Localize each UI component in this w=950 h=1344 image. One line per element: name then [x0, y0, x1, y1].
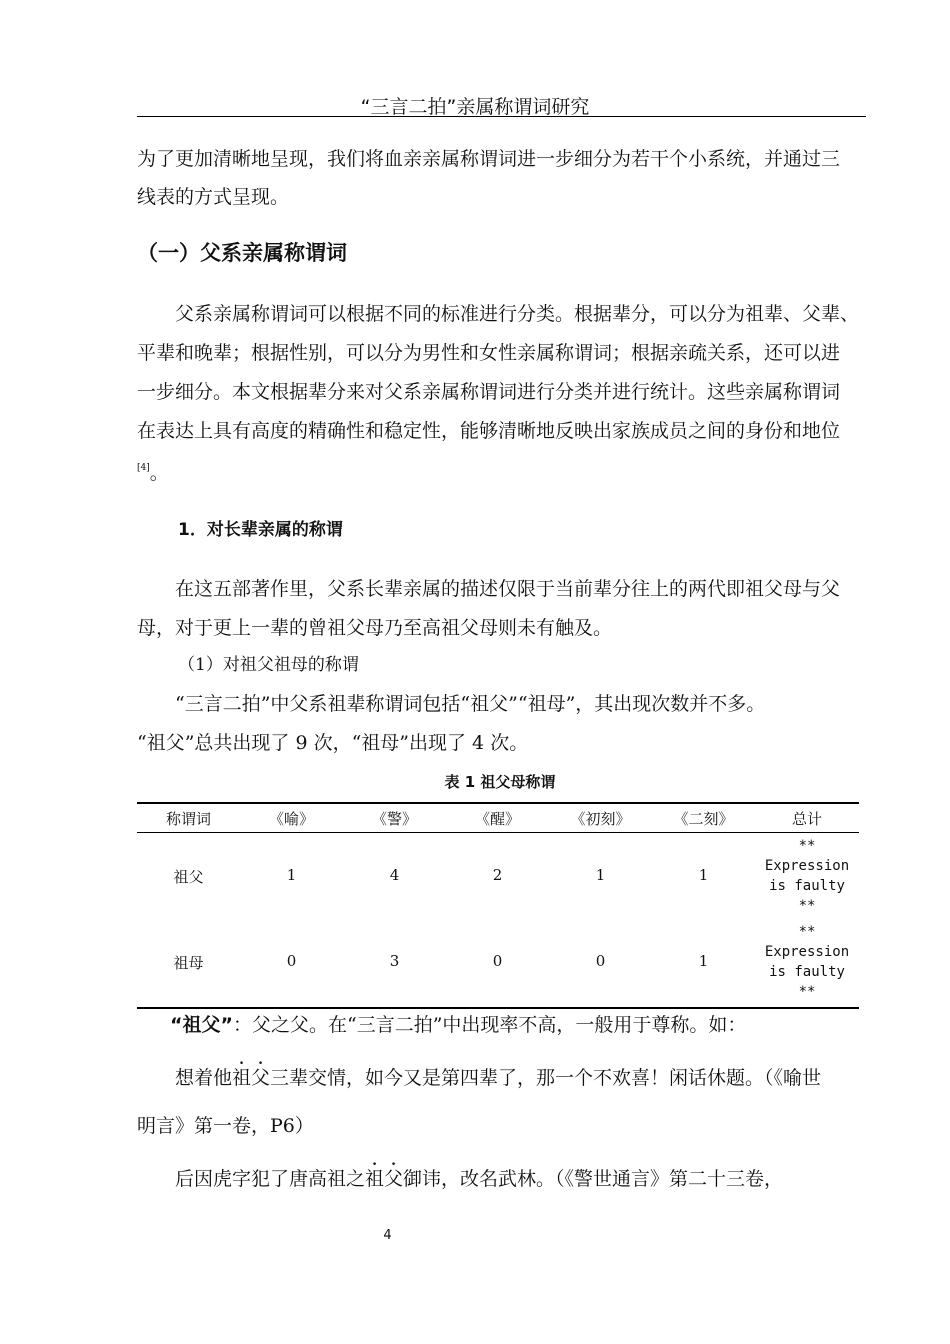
emphasis-dot: .: [239, 1052, 244, 1068]
p1-line-5: [137, 459, 866, 483]
section-heading: （一）父系亲属称谓词: [137, 241, 347, 265]
table-cell: 1: [698, 866, 709, 884]
example-text: 想着他: [175, 1067, 233, 1089]
example-2-line-1: [175, 1153, 904, 1190]
definition-line: [170, 1016, 899, 1035]
emphasis-dot: .: [391, 1153, 396, 1169]
table-row-term: 祖母: [173, 954, 204, 972]
sub-sub-heading: （1）对祖父祖母的称谓: [178, 655, 359, 675]
definition-text: ：父之父。在“三言二拍”中出现率不高，一般用于尊称。如：: [232, 1014, 747, 1036]
emphasized-char: [251, 1052, 271, 1089]
table-total-error: [755, 922, 859, 1002]
error-line: **: [798, 924, 816, 940]
definition-term: “祖父”: [170, 1014, 233, 1036]
example-text: 后因虎字犯了唐高祖之: [175, 1168, 366, 1190]
table-total-error: [755, 836, 859, 916]
emphasis-dot: .: [372, 1153, 377, 1169]
error-line: Expression: [764, 944, 850, 960]
table-cell: 0: [595, 952, 606, 970]
table-cell: 1: [698, 952, 709, 970]
table-header-cell: 《二刻》: [673, 810, 734, 828]
error-line: **: [798, 898, 816, 914]
p2-line-2: 母，对于更上一辈的曾祖父母乃至高祖父母则未有触及。: [137, 617, 613, 639]
example-text: 三辈交情，如今又是第四辈了，那一个不欢喜！闲话休题。（《喻世: [270, 1067, 822, 1089]
emphasized-char-text: 父: [251, 1067, 271, 1089]
example-1-line-2: 明言》第一卷，P6）: [137, 1115, 314, 1137]
table-cell: 1: [595, 866, 606, 884]
header-rule: [137, 116, 866, 117]
p1-end-punct: 。: [149, 462, 169, 484]
error-line: is faulty: [769, 964, 845, 980]
table-cell: 4: [389, 866, 400, 884]
p2-line-1: 在这五部著作里，父系长辈亲属的描述仅限于当前辈分往上的两代即祖父母与父: [175, 578, 841, 600]
error-line: Expression: [764, 858, 850, 874]
table-cell: 2: [492, 866, 503, 884]
table-cell: 1: [286, 866, 297, 884]
intro-line-2: 线表的方式呈现。: [137, 186, 290, 208]
emphasized-char-text: 祖: [365, 1168, 385, 1190]
emphasized-char: [232, 1052, 252, 1089]
running-header: “三言二拍”亲属称谓词研究: [360, 96, 590, 118]
emphasized-char: [384, 1153, 404, 1190]
error-line: **: [798, 984, 816, 1000]
citation-ref: [4]: [137, 463, 150, 473]
table-caption: 表 1 祖父母称谓: [444, 773, 556, 791]
intro-line-1: 为了更加清晰地呈现，我们将血亲亲属称谓词进一步细分为若干个小系统，并通过三: [137, 148, 841, 170]
example-text: 御讳，改名武林。（《警世通言》第二十三卷，: [403, 1168, 784, 1190]
table-header-cell: 《警》: [371, 810, 417, 828]
table-cell: 3: [389, 952, 400, 970]
p1-line-1: 父系亲属称谓词可以根据不同的标准进行分类。根据辈分，可以分为祖辈、父辈、: [175, 303, 860, 325]
table-bottom-rule: [137, 1007, 859, 1009]
p3-line-2: “祖父”总共出现了 9 次，“祖母”出现了 4 次。: [137, 732, 529, 754]
p3-line-1: “三言二拍”中父系祖辈称谓词包括“祖父”“祖母”，其出现次数并不多。: [175, 693, 766, 715]
p1-line-4: 在表达上具有高度的精确性和稳定性，能够清晰地反映出家族成员之间的身份和地位: [137, 420, 841, 442]
table-cell: 0: [286, 952, 297, 970]
table-header-cell: 《初刻》: [570, 810, 631, 828]
example-1-line-1: [175, 1052, 904, 1089]
table-header-rule: [137, 832, 859, 833]
table-header-cell: 《喻》: [268, 810, 314, 828]
table-cell: 0: [492, 952, 503, 970]
p1-line-2: 平辈和晚辈；根据性别，可以分为男性和女性亲属称谓词；根据亲疏关系，还可以进: [137, 342, 841, 364]
table-top-rule: [137, 802, 859, 804]
error-line: **: [798, 838, 816, 854]
table-header-cell: 称谓词: [165, 810, 211, 828]
error-line: is faulty: [769, 878, 845, 894]
page-number: 4: [383, 1228, 392, 1243]
table-header-cell: 总计: [791, 810, 822, 828]
sub-heading: 1．对长辈亲属的称谓: [178, 520, 343, 540]
emphasized-char-text: 父: [384, 1168, 404, 1190]
table-row-term: 祖父: [173, 868, 204, 886]
emphasized-char-text: 祖: [232, 1067, 252, 1089]
emphasized-char: [365, 1153, 385, 1190]
table-header-cell: 《醒》: [474, 810, 520, 828]
emphasis-dot: .: [258, 1052, 263, 1068]
p1-line-3: 一步细分。本文根据辈分来对父系亲属称谓词进行分类并进行统计。这些亲属称谓词: [137, 381, 841, 403]
